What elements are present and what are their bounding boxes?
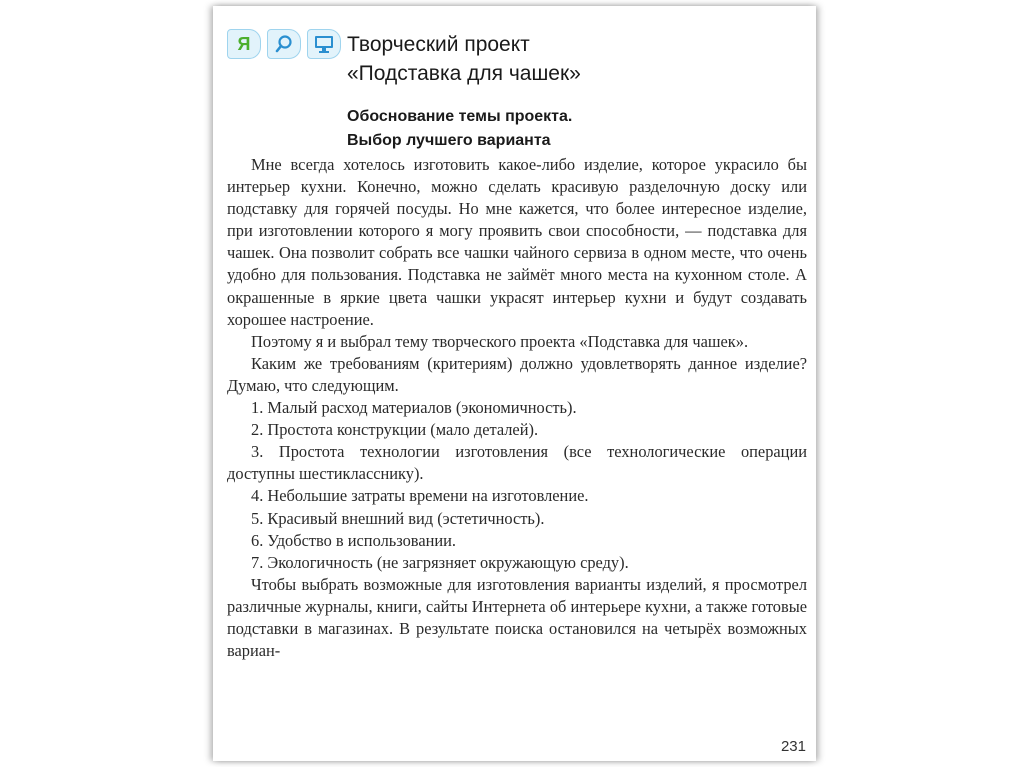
criteria-item: 1. Малый расход материалов (экономичность).: [251, 398, 577, 418]
paragraph: Каким же требованиям (критериям) должно удовлетворять данное изделие? Думаю, что следующим.: [227, 353, 807, 395]
ya-letter-icon: Я: [227, 29, 261, 59]
magnifier-icon: [267, 29, 301, 59]
criteria-item: 7. Экологичность (не загрязняет окружающую среду).: [251, 552, 629, 572]
page-number: 231: [780, 738, 806, 755]
criteria-item: 2. Простота конструкции (мало деталей).: [251, 420, 539, 440]
body-text: [227, 154, 807, 662]
section-heading: [347, 105, 572, 153]
paragraph: Поэтому я и выбрал тему творческого проекта «Подставка для чашек».: [251, 331, 749, 351]
textbook-page: [213, 6, 816, 761]
criteria-item: 5. Красивый внешний вид (эстетичность).: [251, 508, 545, 528]
criteria-item: 4. Небольшие затраты времени на изготовление.: [251, 486, 589, 506]
criteria-item: 3. Простота технологии изготовления (все технологические операции доступны шестикласснику).: [227, 442, 807, 484]
criteria-item: 6. Удобство в использовании.: [251, 530, 457, 550]
paragraph: Чтобы выбрать возможные для изготовления варианты изделий, я просмотрел различные журналы, книги, сайты Интернета об интерьере кухни, а также готовые подставки в магазинах. В результате поиска остановился на четырёх возможных вариан-: [227, 574, 807, 661]
paragraph: Мне всегда хотелось изготовить какое-либо изделие, которое украсило бы интерьер кухни. Конечно, можно сделать красивую разделочную доску или подставку для горячей посуды. Но мне кажется, что более интересное изделие, при изготовлении которого я могу проявить свои способности, — подставка для чашек. Она позволит собрать все чашки чайного сервиза в одном месте, что очень удобно для пользования. Подставка не займёт много места на кухонном столе. А окрашенные в яркие цвета чашки украсят интерьер кухни и будут создавать хорошее настроение.: [227, 155, 807, 329]
heading-line-1: Обоснование темы проекта.: [347, 108, 573, 125]
heading-line-2: Выбор лучшего варианта: [347, 132, 551, 149]
computer-monitor-icon: [307, 29, 341, 59]
title-line-2: «Подставка для чашек»: [347, 62, 581, 85]
title-line-1: Творческий проект: [347, 33, 530, 56]
project-title: [347, 30, 581, 88]
